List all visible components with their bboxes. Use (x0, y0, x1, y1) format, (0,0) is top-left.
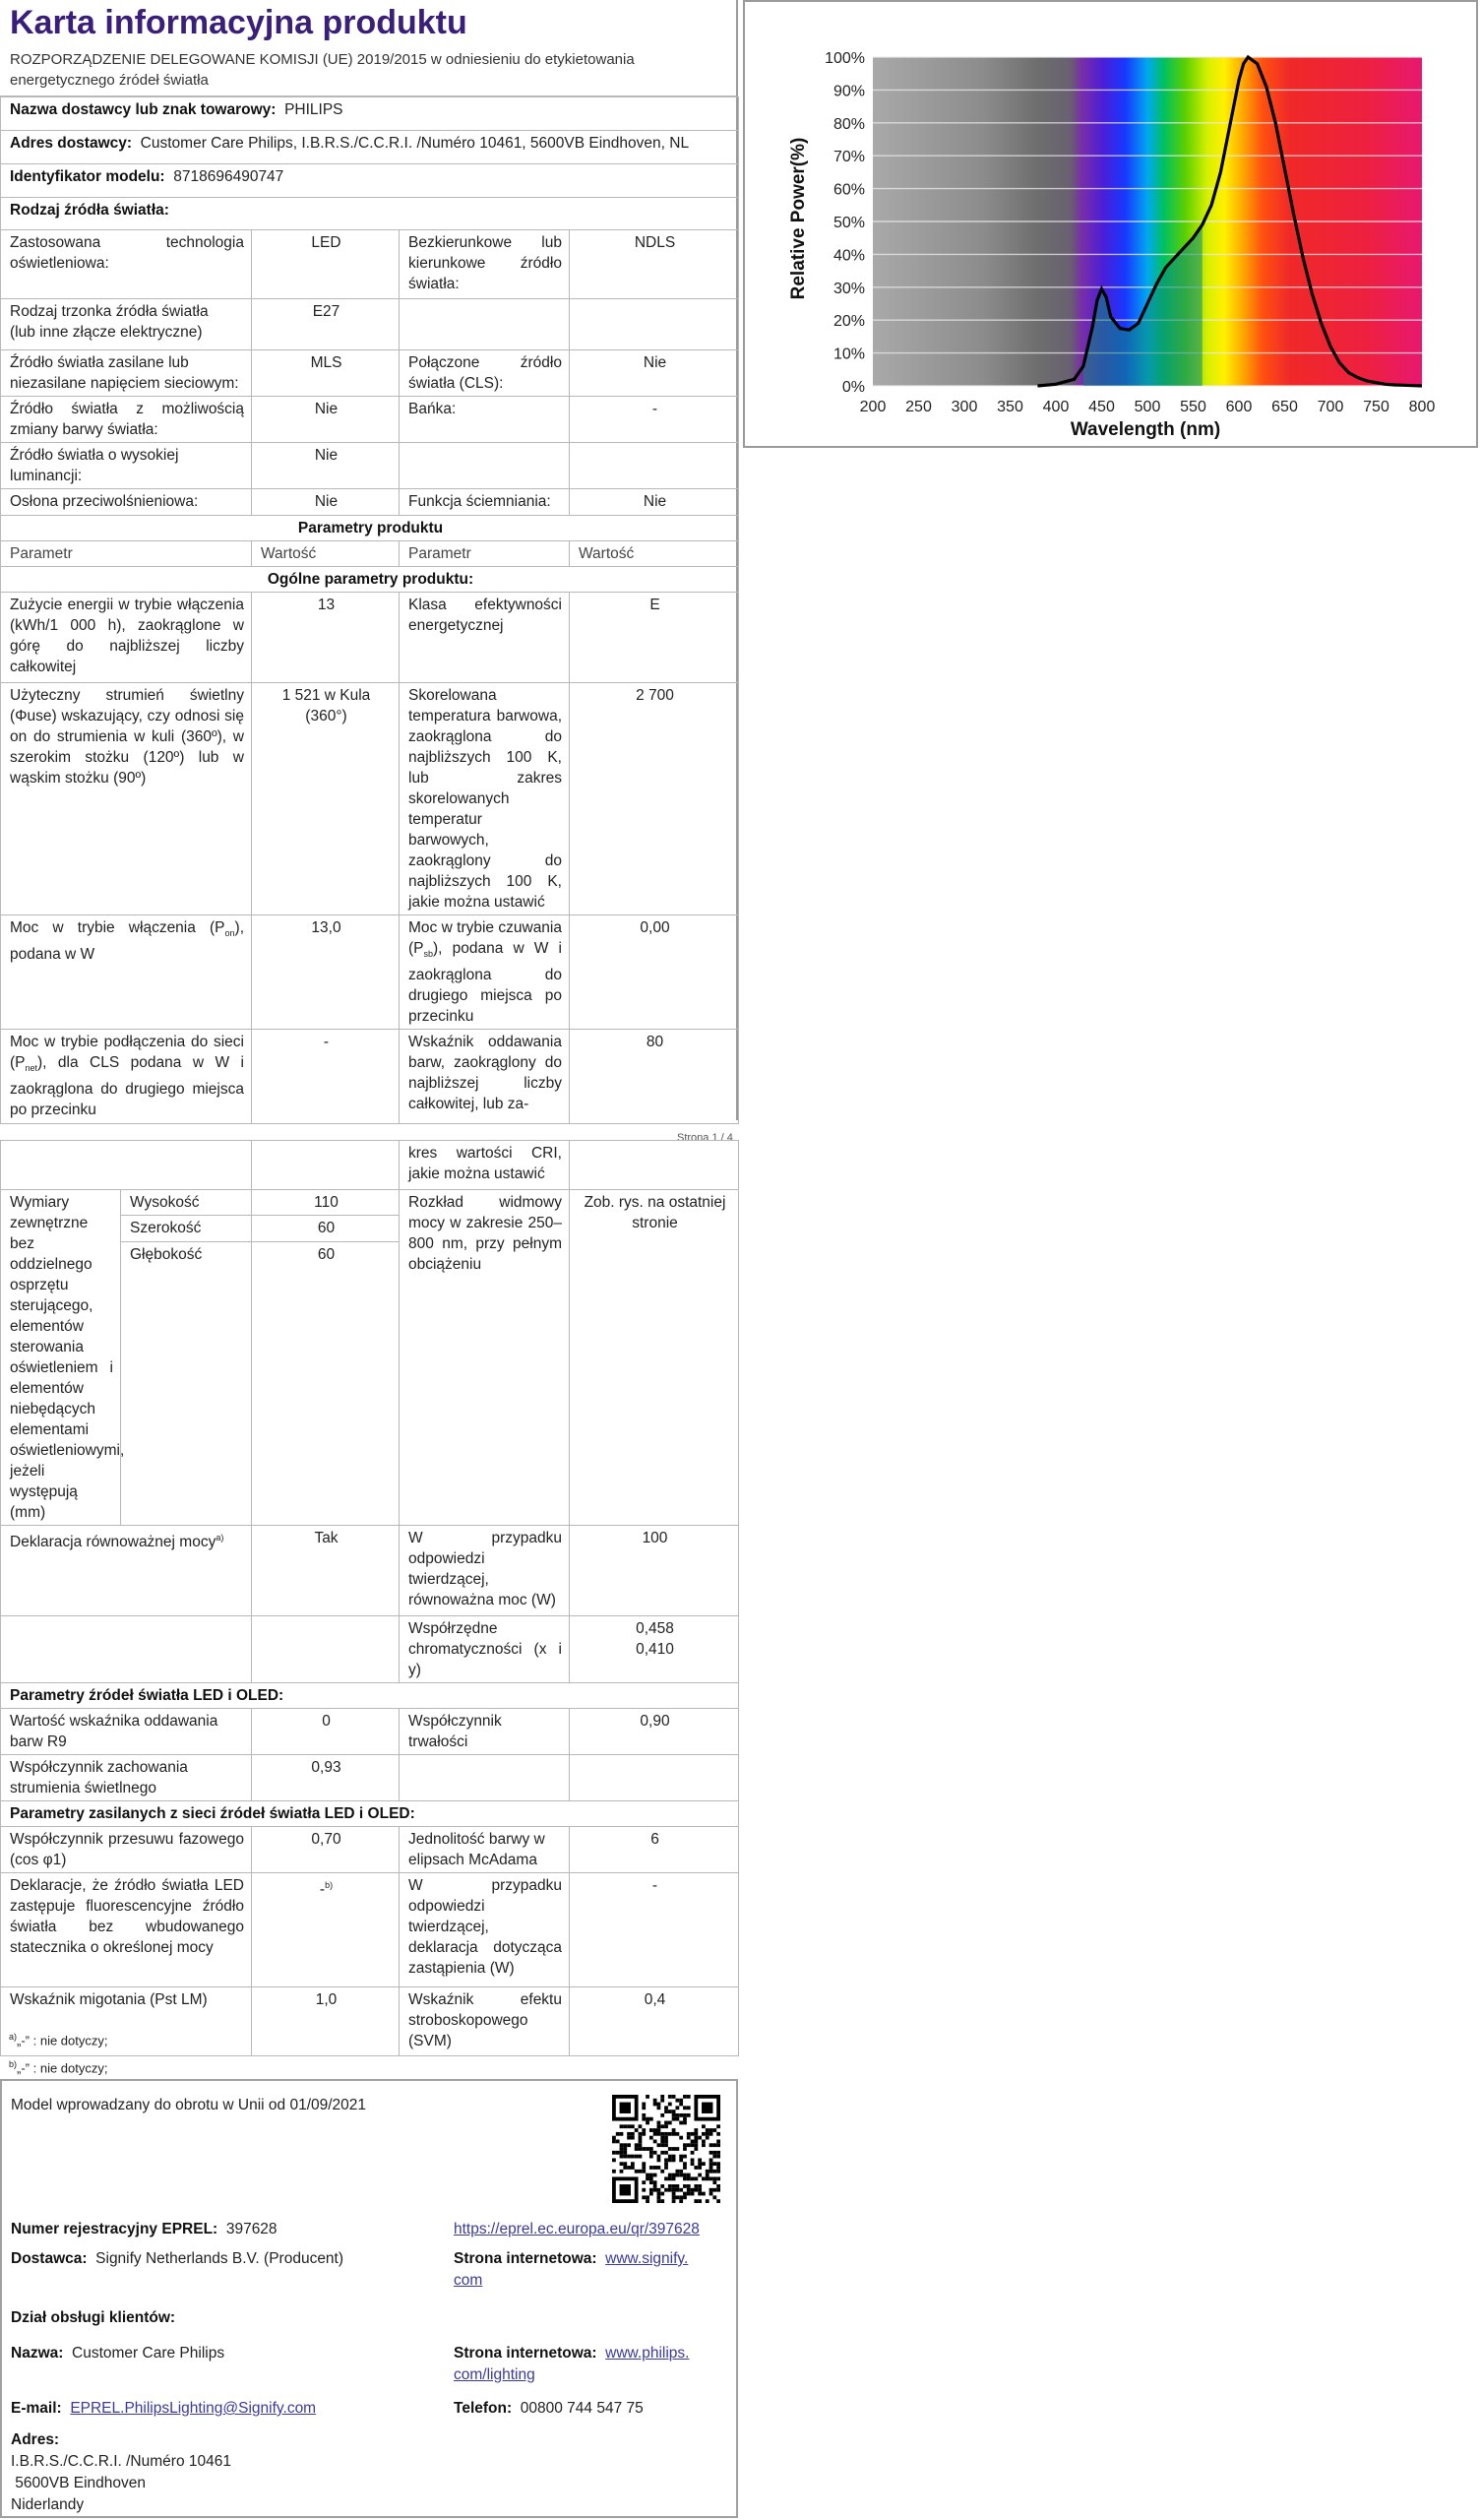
equiv-power-value: 100 (570, 1526, 739, 1616)
x-tick-label: 250 (905, 399, 932, 415)
replw-label: W przypadku odpowiedzi twierdzącej, deklaracja dotycząca zastąpienia (W) (400, 1873, 570, 1987)
service-name: Nazwa: Customer Care Philips (11, 2345, 225, 2362)
shield-value: Nie (252, 489, 400, 516)
x-tick-label: 750 (1363, 399, 1389, 415)
dim-label: Funkcja ściemniania: (400, 489, 570, 516)
x-tick-label: 500 (1134, 399, 1161, 415)
philips-link[interactable]: www.philips. com/lighting (454, 2345, 690, 2383)
service-header: Dział obsługi klientów: (11, 2309, 176, 2326)
empty-cell (400, 299, 570, 350)
class-label: Klasa efektywności energetycznej (400, 593, 570, 683)
eprel-row: Numer rejestracyjny EPREL: 397628 (11, 2221, 278, 2237)
y-tick-label: 60% (832, 181, 865, 199)
tunable-label: Źródło światła z możliwością zmiany barwy światła: (1, 397, 252, 443)
equiv-label: Deklaracja równoważnej mocy$^{a)}$ (1, 1526, 252, 1616)
cct-label: Skorelowana temperatura barwowa, zaokrąglona do najbliższych 100 K, lub zakres skorelowanych temperatur barwowych, zaokrąglony do najbliższych 100 K, jakie można ustawić (400, 683, 570, 915)
tunable-value: Nie (252, 397, 400, 443)
bulb-label: Bańka: (400, 397, 570, 443)
ndls-label: Bezkierunkowe lub kierunkowe źródło światła: (400, 230, 570, 299)
col-value: Wartość (570, 541, 739, 567)
qr-code-icon[interactable] (612, 2095, 720, 2203)
eprel-link[interactable]: https://eprel.ec.europa.eu/qr/397628 (454, 2221, 700, 2237)
footer-box (0, 2079, 738, 2518)
service-address: Adres: I.B.R.S./C.C.R.I. /Numéro 10461 5600VB Eindhoven Niderlandy (11, 2431, 231, 2513)
cri-value: 80 (570, 1030, 739, 1124)
y-tick-label: 40% (832, 247, 865, 265)
x-tick-label: 400 (1042, 399, 1070, 415)
pnet-value: - (252, 1030, 400, 1124)
flicker-label: Wskaźnik migotania (Pst LM) (1, 1987, 252, 2056)
y-tick-label: 30% (832, 280, 865, 297)
height-value: 110 (252, 1190, 400, 1216)
equiv-value: Tak (252, 1526, 400, 1616)
signify-link[interactable]: www.signify. com (454, 2250, 689, 2289)
x-tick-label: 800 (1408, 399, 1436, 415)
info-table-continued (0, 1140, 739, 2056)
ndls-value: NDLS (570, 230, 739, 299)
col-value: Wartość (252, 541, 400, 567)
y-tick-label: 20% (832, 313, 865, 331)
y-tick-label: 80% (832, 115, 865, 133)
pnet-label: Moc w trybie podłączenia do sieci $(P_{net})$, dla CLS podana w W i zaokrąglona do drugiego miejsca po przecinku (1, 1030, 252, 1124)
bulb-value: - (570, 397, 739, 443)
flux-label: Użyteczny strumień świetlny (Φuse) wskazujący, czy odnosi się on do strumienia w kuli (360º), w szerokim stożku (120º) lub w wąskim stożku (90º) (1, 683, 252, 915)
svm-value: 0,4 (570, 1987, 739, 2056)
cap-value: E27 (252, 299, 400, 350)
cri-label-continued: kres wartości CRI, jakie można ustawić (400, 1141, 570, 1190)
page-title: Karta informacyjna produktu (10, 4, 467, 41)
psb-label: Moc w trybie czuwania $(P_{sb})$, podana w W i zaokrąglona do drugiego miejsca po przecinku (400, 915, 570, 1030)
x-tick-label: 300 (951, 399, 978, 415)
energy-value: 13 (252, 593, 400, 683)
hl-label: Źródło światła o wysokiej luminancji: (1, 443, 252, 489)
mains-label: Źródło światła zasilane lub niezasilane napięciem sieciowym: (1, 350, 252, 397)
footnote-a: $^{a)}$„-” : nie dotyczy; (9, 2032, 108, 2048)
cls-value: Nie (570, 350, 739, 397)
r9-label: Wartość wskaźnika oddawania barw R9 (1, 1709, 252, 1755)
email-link[interactable]: EPREL.PhilipsLighting@Signify.com (70, 2400, 317, 2417)
dim-value: Nie (570, 489, 739, 516)
mcadam-value: 6 (570, 1827, 739, 1873)
x-axis-label: Wavelength (nm) (1070, 419, 1221, 440)
pon-label: Moc w trybie włączenia $(P_{on})$, podana w W (1, 915, 252, 1030)
width-label: Szerokość (121, 1216, 252, 1241)
footer-supplier: Dostawca: Signify Netherlands B.V. (Producent) (11, 2250, 344, 2267)
spd-value: Zob. rys. na ostatniej stronie (570, 1190, 739, 1526)
mains-header: Parametry zasilanych z sieci źródeł światła LED i OLED: (1, 1801, 739, 1827)
empty-cell (252, 1141, 400, 1190)
psb-value: 0,00 (570, 915, 739, 1030)
energy-label: Zużycie energii w trybie włączenia (kWh/1 000 h), zaokrąglone w górę do najbliższej liczby całkowitej (1, 593, 252, 683)
cap-label: Rodzaj trzonka źródła światła (lub inne złącze elektryczne) (1, 299, 252, 350)
col-param: Parametr (400, 541, 570, 567)
footnote-b: $^{b)}$„-” : nie dotyczy; (9, 2059, 108, 2076)
equiv-power-label: W przypadku odpowiedzi twierdzącej, równoważna moc (W) (400, 1526, 570, 1616)
cri-label: Wskaźnik oddawania barw, zaokrąglony do najbliższej liczby całkowitej, lub za- (400, 1030, 570, 1124)
empty-cell (570, 299, 739, 350)
cct-value: 2 700 (570, 683, 739, 915)
footnotes (0, 2028, 738, 2078)
xy-value: 0,458 0,410 (570, 1616, 739, 1683)
x-tick-label: 200 (859, 399, 887, 415)
mains-value: MLS (252, 350, 400, 397)
empty-cell (1, 1141, 252, 1190)
cls-label: Połączone źródło światła (CLS): (400, 350, 570, 397)
x-tick-label: 350 (997, 399, 1023, 415)
svm-label: Wskaźnik efektu stroboskopowego (SVM) (400, 1987, 570, 2056)
y-tick-label: 10% (832, 346, 865, 363)
empty-cell (252, 1616, 400, 1683)
survival-value: 0,90 (570, 1709, 739, 1755)
class-value: E (570, 593, 739, 683)
model-value: 8718696490747 (173, 168, 284, 185)
repl-value: -$^{b)}$ (252, 1873, 400, 1987)
x-tick-label: 450 (1088, 399, 1115, 415)
type-header: Rodzaj źródła światła: (1, 198, 739, 230)
service-email: E-mail: EPREL.PhilipsLighting@Signify.com (11, 2400, 317, 2417)
col-param: Parametr (1, 541, 252, 567)
empty-cell (570, 1755, 739, 1801)
general-header: Ogólne parametry produktu: (1, 567, 739, 593)
signify-web: Strona internetowa: www.signify. com (454, 2250, 689, 2289)
shield-label: Osłona przeciwolśnieniowa: (1, 489, 252, 516)
params-header: Parametry produktu (1, 516, 739, 541)
market-date: Model wprowadzany do obrotu w Unii od 01/09/2021 (11, 2097, 367, 2113)
flicker-value: 1,0 (252, 1987, 400, 2056)
replw-value: - (570, 1873, 739, 1987)
x-tick-label: 700 (1317, 399, 1344, 415)
eprel-value: 397628 (225, 2221, 278, 2237)
y-tick-label: 90% (832, 83, 865, 100)
supplier-value: PHILIPS (284, 101, 343, 118)
xy-label: Współrzędne chromatyczności (x i y) (400, 1616, 570, 1683)
survival-label: Współczynnik trwałości (400, 1709, 570, 1755)
y-axis-label: Relative Power(%) (788, 137, 809, 300)
info-table (0, 96, 739, 1124)
tech-label: Zastosowana technologia oświetleniowa: (1, 230, 252, 299)
spectrum-svg (745, 2, 1476, 446)
x-tick-label: 550 (1180, 399, 1206, 415)
dimensions-label: Wymiary zewnętrzne bez oddzielnego osprzętu sterującego, elementów sterowania oświetleniem i elementów niebędących elementami oświetleniowymi, jeżeli występują (mm) (1, 1190, 121, 1526)
empty-cell (400, 1755, 570, 1801)
x-tick-label: 650 (1271, 399, 1298, 415)
empty-cell (570, 1141, 739, 1190)
page-number: Strona 1 / 4 (677, 1132, 733, 1144)
spectrum-chart (743, 0, 1478, 448)
page-1 (0, 0, 738, 1120)
empty-cell (570, 443, 739, 489)
repl-label: Deklaracje, że źródło światła LED zastępuje fluorescencyjne źródło światła bez wbudowanego statecznika o określonej mocy (1, 1873, 252, 1987)
x-ticks (860, 399, 1436, 415)
empty-cell (1, 1616, 252, 1683)
height-label: Wysokość (121, 1190, 252, 1216)
address-value: Customer Care Philips, I.B.R.S./C.C.R.I. /Numéro 10461, 5600VB Eindhoven, NL (140, 135, 690, 152)
y-tick-label: 70% (832, 149, 865, 166)
depth-label: Głębokość (121, 1241, 252, 1525)
y-tick-label: 100% (825, 50, 865, 67)
regulation-text: ROZPORZĄDZENIE DELEGOWANE KOMISJI (UE) 2019/2015 w odniesieniu do etykietowania energetycznego źródeł światła (0, 43, 736, 96)
tech-value: LED (252, 230, 400, 299)
hl-value: Nie (252, 443, 400, 489)
supplier-row: Nazwa dostawcy lub znak towarowy: PHILIPS (1, 97, 739, 131)
pf-value: 0,70 (252, 1827, 400, 1873)
empty-cell (400, 443, 570, 489)
x-tick-label: 600 (1225, 399, 1253, 415)
address-row: Adres dostawcy: Customer Care Philips, I.B.R.S./C.C.R.I. /Numéro 10461, 5600VB Eindhoven, NL (1, 131, 739, 164)
led-header: Parametry źródeł światła LED i OLED: (1, 1683, 739, 1709)
maint-value: 0,93 (252, 1755, 400, 1801)
y-ticks (825, 50, 865, 396)
pon-value: 13,0 (252, 915, 400, 1030)
philips-web: Strona internetowa: www.philips. com/lighting (454, 2345, 690, 2383)
spd-label: Rozkład widmowy mocy w zakresie 250–800 nm, przy pełnym obciążeniu (400, 1190, 570, 1526)
y-tick-label: 0% (841, 379, 865, 396)
depth-value: 60 (252, 1241, 400, 1525)
r9-value: 0 (252, 1709, 400, 1755)
model-row: Identyfikator modelu: 8718696490747 (1, 164, 739, 198)
maint-label: Współczynnik zachowania strumienia świetlnego (1, 1755, 252, 1801)
pf-label: Współczynnik przesuwu fazowego (cos φ1) (1, 1827, 252, 1873)
width-value: 60 (252, 1216, 400, 1241)
y-tick-label: 50% (832, 215, 865, 231)
service-phone: Telefon: 00800 744 547 75 (454, 2400, 644, 2417)
mcadam-label: Jednolitość barwy w elipsach McAdama (400, 1827, 570, 1873)
flux-value: 1 521 w Kula (360°) (252, 683, 400, 915)
